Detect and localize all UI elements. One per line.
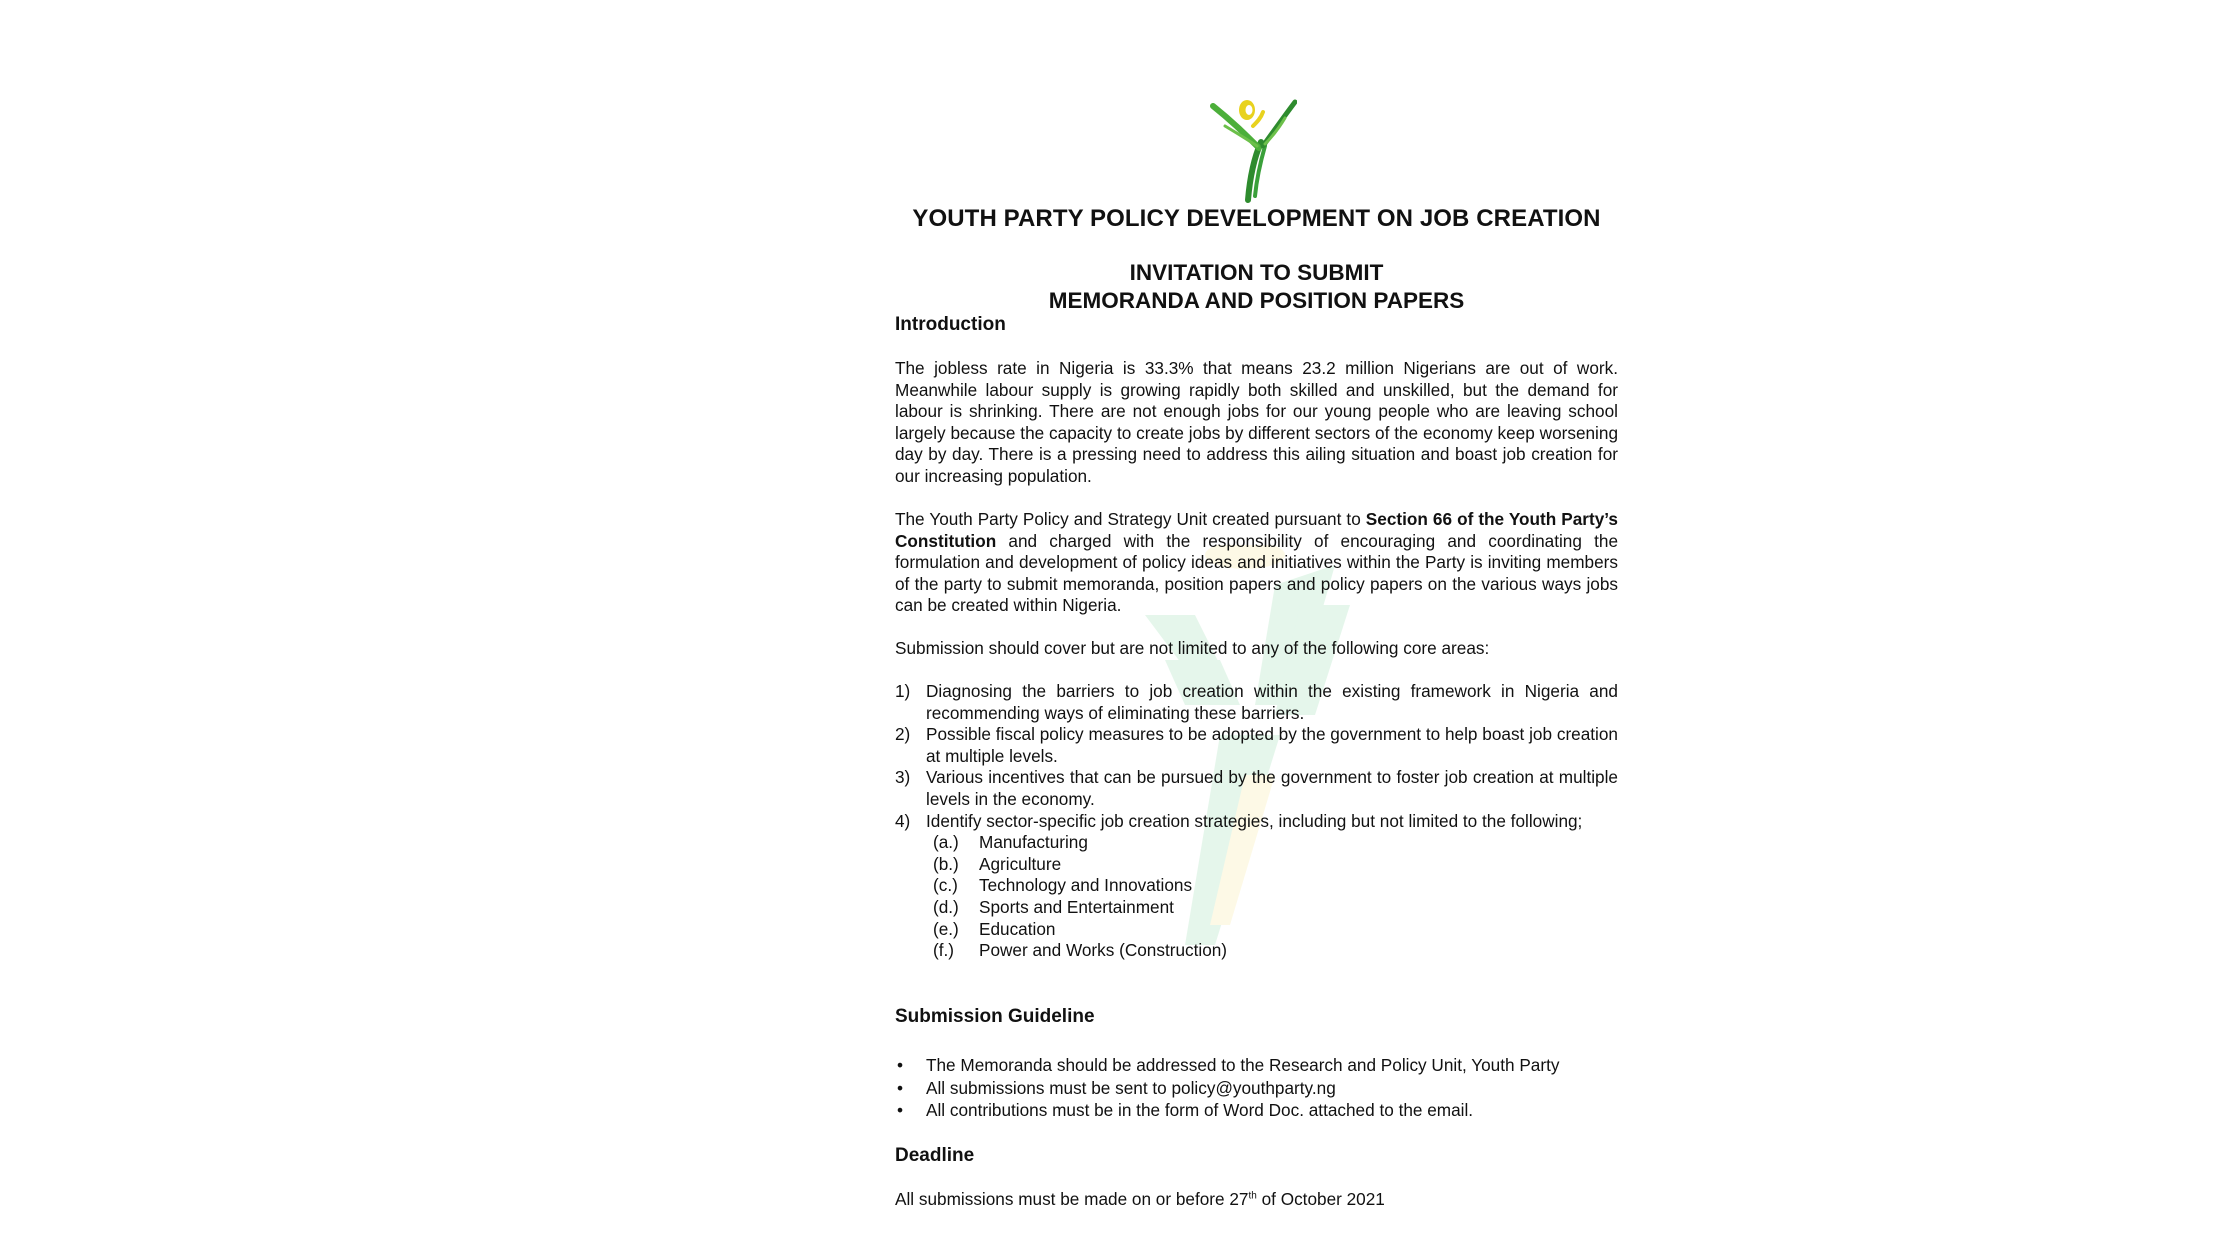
paragraph-2-text-start: The Youth Party Policy and Strategy Unit created pursuant to	[895, 509, 1366, 529]
core-area-number: 3)	[895, 767, 911, 788]
core-area-text: Diagnosing the barriers to job creation within the existing framework in Nigeria and recommending ways of eliminating these barriers.	[926, 681, 1618, 723]
deadline-text-end: of October 2021	[1256, 1189, 1385, 1209]
sector-text: Technology and Innovations	[979, 875, 1193, 896]
introduction-paragraph-2	[895, 509, 1618, 617]
guideline-list	[895, 1054, 1618, 1122]
sector-item	[895, 854, 1618, 876]
sector-marker: (f.)	[933, 940, 954, 961]
paragraph-2-text-end: and charged with the responsibility of encouraging and coordinating the formulation and development of policy ideas and initiatives within the Party is inviting members of the party to submit memoranda, position papers and policy papers on the various ways jobs can be created within Nigeria.	[895, 530, 1618, 616]
bullet-marker: •	[897, 1077, 904, 1098]
sector-item	[895, 919, 1618, 941]
guideline-text: All contributions must be in the form of Word Doc. attached to the email.	[926, 1100, 1474, 1120]
sector-item	[895, 875, 1618, 897]
core-area-text: Possible fiscal policy measures to be adopted by the government to help boast job creation at multiple levels.	[926, 724, 1618, 766]
core-area-item	[895, 724, 1618, 767]
core-area-item	[895, 681, 1618, 724]
core-areas-list	[895, 681, 1618, 962]
guideline-text: The Memoranda should be addressed to the Research and Policy Unit, Youth Party	[926, 1055, 1560, 1075]
document-subtitle-line2: MEMORANDA AND POSITION PAPERS	[1048, 288, 1465, 313]
bullet-marker: •	[897, 1055, 904, 1075]
youth-party-logo-icon	[1207, 96, 1297, 204]
document-page	[895, 0, 1618, 1260]
sector-text: Manufacturing	[979, 832, 1088, 853]
sector-text: Education	[979, 918, 1056, 939]
guideline-item	[895, 1099, 1618, 1122]
sector-marker: (a.)	[933, 832, 959, 853]
deadline-text-start: All submissions must be made on or before 27	[895, 1189, 1249, 1209]
sector-text: Sports and Entertainment	[979, 896, 1174, 917]
core-area-text: Various incentives that can be pursued by the government to foster job creation at multiple levels in the economy.	[926, 767, 1618, 809]
sector-marker: (c.)	[933, 875, 958, 896]
core-area-number: 2)	[895, 724, 911, 745]
sector-marker: (b.)	[933, 853, 959, 874]
introduction-paragraph-1: The jobless rate in Nigeria is 33.3% that means 23.2 million Nigerians are out of work. Meanwhile labour supply is growing rapidly both skilled and unskilled, but the demand for labour is shrinking. There are not enough jobs for our young people who are leaving school largely because the capacity to create jobs by different sectors of the economy keep worsening day by day. There is a pressing need to address this ailing situation and boast job creation for our increasing population.	[895, 358, 1618, 486]
sector-marker: (d.)	[933, 896, 959, 917]
core-area-text: Identify sector-specific job creation strategies, including but not limited to the following;	[926, 810, 1583, 831]
sector-text: Power and Works (Construction)	[979, 940, 1228, 961]
core-area-item	[895, 767, 1618, 810]
core-area-number: 4)	[895, 810, 911, 831]
guideline-item	[895, 1054, 1618, 1077]
deadline-heading: Deadline	[895, 1145, 975, 1166]
deadline-ordinal-suffix: th	[1248, 1190, 1257, 1202]
core-area-number: 1)	[895, 681, 911, 701]
sector-item	[895, 940, 1618, 962]
sector-item	[895, 832, 1618, 854]
introduction-heading: Introduction	[895, 314, 1006, 335]
bullet-marker: •	[897, 1100, 904, 1120]
sector-marker: (e.)	[933, 918, 959, 939]
document-subtitle-line1: INVITATION TO SUBMIT	[1129, 260, 1384, 285]
guideline-item	[895, 1077, 1618, 1100]
core-area-item	[895, 811, 1618, 962]
constitution-reference: Section 66 of the Youth Party’s Constitution	[895, 509, 1618, 551]
sector-list	[895, 832, 1618, 962]
sector-text: Agriculture	[979, 853, 1062, 874]
introduction-paragraph-3: Submission should cover but are not limited to any of the following core areas:	[895, 638, 1490, 658]
guideline-text: All submissions must be sent to policy@youthparty.ng	[926, 1077, 1336, 1098]
sector-item	[895, 897, 1618, 919]
document-title: YOUTH PARTY POLICY DEVELOPMENT ON JOB CREATION	[912, 205, 1601, 232]
submission-guideline-heading: Submission Guideline	[895, 1006, 1095, 1027]
deadline-text	[895, 1189, 1618, 1211]
